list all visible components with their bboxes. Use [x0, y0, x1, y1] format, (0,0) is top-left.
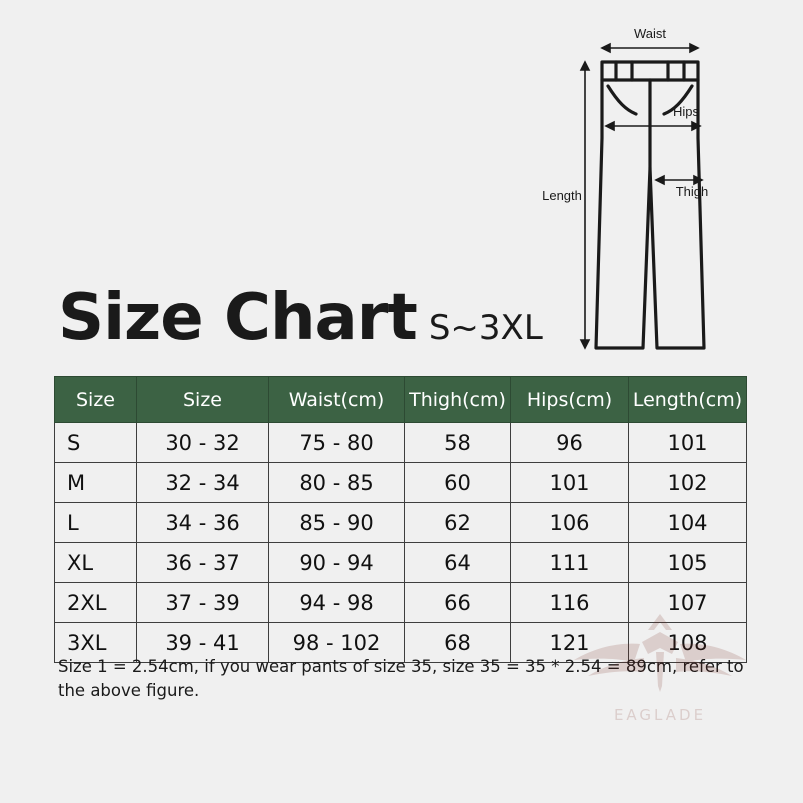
pants-measurement-diagram	[540, 18, 790, 363]
table-cell-size-inch: 39 - 41	[137, 623, 269, 663]
table-cell-length: 101	[629, 423, 747, 463]
table-cell-size: L	[55, 503, 137, 543]
page-title-subtitle: S~3XL	[428, 308, 543, 348]
table-cell-thigh: 60	[405, 463, 511, 503]
table-header-row	[55, 377, 747, 423]
table-cell-size-inch: 34 - 36	[137, 503, 269, 543]
table-row	[55, 463, 747, 503]
table-cell-hips: 106	[511, 503, 629, 543]
table-cell-waist: 75 - 80	[269, 423, 405, 463]
table-cell-size-inch: 36 - 37	[137, 543, 269, 583]
table-row	[55, 423, 747, 463]
table-cell-size-inch: 32 - 34	[137, 463, 269, 503]
size-chart-table	[54, 376, 747, 663]
table-header-cell: Size	[55, 377, 137, 423]
page-title-main: Size Chart	[58, 281, 417, 355]
table-cell-thigh: 66	[405, 583, 511, 623]
table-cell-size: 3XL	[55, 623, 137, 663]
table-cell-size: S	[55, 423, 137, 463]
watermark-brand-text: EAGLADE	[613, 706, 707, 724]
table-cell-thigh: 68	[405, 623, 511, 663]
table-cell-size: XL	[55, 543, 137, 583]
table-row	[55, 543, 747, 583]
table-cell-thigh: 58	[405, 423, 511, 463]
table-row	[55, 583, 747, 623]
table-cell-length: 104	[629, 503, 747, 543]
table-cell-size: M	[55, 463, 137, 503]
table-cell-hips: 96	[511, 423, 629, 463]
table-cell-hips: 111	[511, 543, 629, 583]
table-header-cell: Waist(cm)	[269, 377, 405, 423]
table-cell-waist: 94 - 98	[269, 583, 405, 623]
diagram-label-thigh: Thigh	[675, 184, 709, 199]
table-cell-length: 107	[629, 583, 747, 623]
table-cell-waist: 90 - 94	[269, 543, 405, 583]
table-row	[55, 503, 747, 543]
table-cell-size: 2XL	[55, 583, 137, 623]
table-header-cell: Length(cm)	[629, 377, 747, 423]
table-header-cell: Size	[137, 377, 269, 423]
size-conversion-note: Size 1 = 2.54cm, if you wear pants of size 35, size 35 = 35 * 2.54 = 89cm, refer to the above figure.	[58, 657, 744, 700]
table-header-cell: Thigh(cm)	[405, 377, 511, 423]
table-cell-thigh: 64	[405, 543, 511, 583]
table-cell-hips: 101	[511, 463, 629, 503]
table-cell-waist: 98 - 102	[269, 623, 405, 663]
table-cell-hips: 116	[511, 583, 629, 623]
table-cell-length: 102	[629, 463, 747, 503]
table-cell-hips: 121	[511, 623, 629, 663]
diagram-label-waist: Waist	[633, 26, 667, 41]
table-cell-thigh: 62	[405, 503, 511, 543]
table-cell-length: 105	[629, 543, 747, 583]
table-cell-waist: 85 - 90	[269, 503, 405, 543]
diagram-label-hips: Hips	[672, 104, 700, 119]
page-title	[58, 281, 543, 355]
diagram-label-length: Length	[542, 188, 582, 203]
table-cell-size-inch: 30 - 32	[137, 423, 269, 463]
table-cell-waist: 80 - 85	[269, 463, 405, 503]
table-header-cell: Hips(cm)	[511, 377, 629, 423]
table-cell-length: 108	[629, 623, 747, 663]
table-cell-size-inch: 37 - 39	[137, 583, 269, 623]
